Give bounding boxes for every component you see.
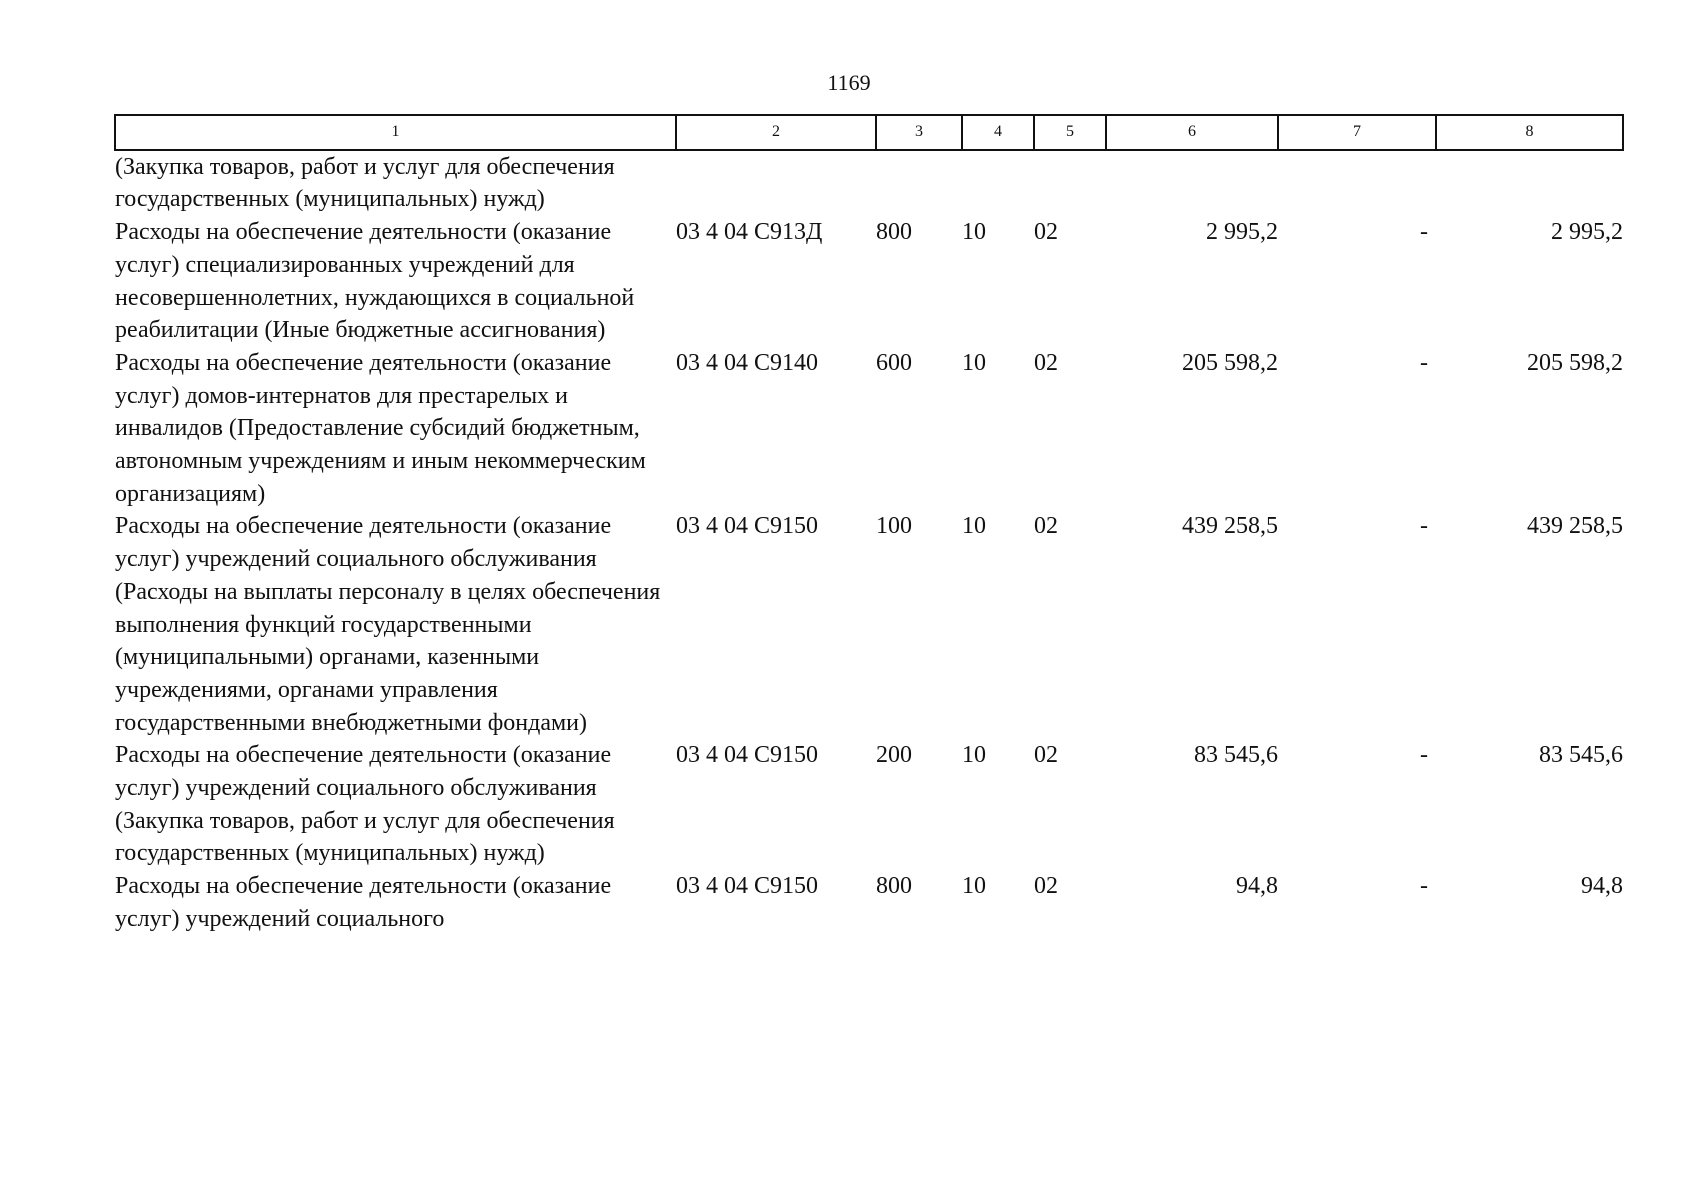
amount: 83 545,6 [1194, 742, 1278, 769]
column-header: 1 [115, 115, 676, 150]
table-row [115, 150, 1623, 216]
target-code [676, 150, 876, 216]
row-description: Расходы на обеспечение деятельности (оказание услуг) домов-интернатов для престарелых и инвалидов (Предоставление субсидий бюджетным, автономным учреждениям и иным некоммерческим организациям) [115, 349, 646, 507]
expense-type-code: 800 [876, 873, 912, 900]
subsection-code: 02 [1034, 513, 1058, 540]
table-row [115, 216, 1623, 347]
subsection-code: 02 [1034, 742, 1058, 769]
table-row [115, 510, 1623, 739]
expense-type-code: 100 [876, 513, 912, 540]
section-code [962, 150, 1034, 216]
row-description: Расходы на обеспечение деятельности (оказание услуг) специализированных учреждений для несовершеннолетних, нуждающихся в социальной реабилитации (Иные бюджетные ассигнования) [115, 219, 635, 344]
total-amount: 439 258,5 [1527, 513, 1623, 540]
target-code: 03 4 04 С9150 [676, 513, 819, 540]
target-code: 03 4 04 С9140 [676, 349, 819, 376]
expense-type-code: 200 [876, 742, 912, 769]
target-code: 03 4 04 С913Д [676, 219, 823, 246]
column-header: 2 [676, 115, 876, 150]
table-row [115, 739, 1623, 870]
table-row [115, 870, 1623, 935]
table-row [115, 347, 1623, 511]
total-amount [1436, 150, 1623, 216]
column-header: 5 [1034, 115, 1106, 150]
change-amount: - [1420, 219, 1428, 246]
expense-type-code [876, 150, 962, 216]
section-code: 10 [962, 873, 986, 900]
section-code: 10 [962, 513, 986, 540]
change-amount: - [1420, 513, 1428, 540]
total-amount: 2 995,2 [1551, 219, 1623, 246]
change-amount: - [1420, 349, 1428, 376]
amount: 439 258,5 [1182, 513, 1278, 540]
total-amount: 205 598,2 [1527, 349, 1623, 376]
row-description: Расходы на обеспечение деятельности (оказание услуг) учреждений социального обслуживания (Закупка товаров, работ и услуг для обеспечения государственных (муниципальных) нужд) [115, 742, 615, 867]
change-amount [1278, 150, 1436, 216]
total-amount: 94,8 [1581, 873, 1623, 900]
row-description: Расходы на обеспечение деятельности (оказание услуг) учреждений социального обслуживания (Расходы на выплаты персоналу в целях обеспечения выполнения функций государственными (муниципальными) органами, казенными учреждениями, органами управления государственными внебюджетными фондами) [115, 513, 661, 736]
page-number: 1169 [827, 70, 871, 95]
amount: 2 995,2 [1206, 219, 1278, 246]
subsection-code: 02 [1034, 349, 1058, 376]
total-amount: 83 545,6 [1539, 742, 1623, 769]
subsection-code: 02 [1034, 873, 1058, 900]
subsection-code [1034, 150, 1106, 216]
section-code: 10 [962, 742, 986, 769]
column-header: 6 [1106, 115, 1278, 150]
column-header: 4 [962, 115, 1034, 150]
column-header: 3 [876, 115, 962, 150]
row-description: (Закупка товаров, работ и услуг для обеспечения государственных (муниципальных) нужд) [115, 153, 615, 213]
expense-type-code: 600 [876, 349, 912, 376]
budget-table [114, 114, 1624, 936]
subsection-code: 02 [1034, 219, 1058, 246]
section-code: 10 [962, 219, 986, 246]
section-code: 10 [962, 349, 986, 376]
column-header: 7 [1278, 115, 1436, 150]
amount: 94,8 [1236, 873, 1278, 900]
row-description: Расходы на обеспечение деятельности (оказание услуг) учреждений социального [115, 873, 612, 932]
column-number-header [115, 115, 1623, 150]
change-amount: - [1420, 873, 1428, 900]
target-code: 03 4 04 С9150 [676, 873, 819, 900]
amount: 205 598,2 [1182, 349, 1278, 376]
expense-type-code: 800 [876, 219, 912, 246]
change-amount: - [1420, 742, 1428, 769]
column-header: 8 [1436, 115, 1623, 150]
target-code: 03 4 04 С9150 [676, 742, 819, 769]
amount [1106, 150, 1278, 216]
